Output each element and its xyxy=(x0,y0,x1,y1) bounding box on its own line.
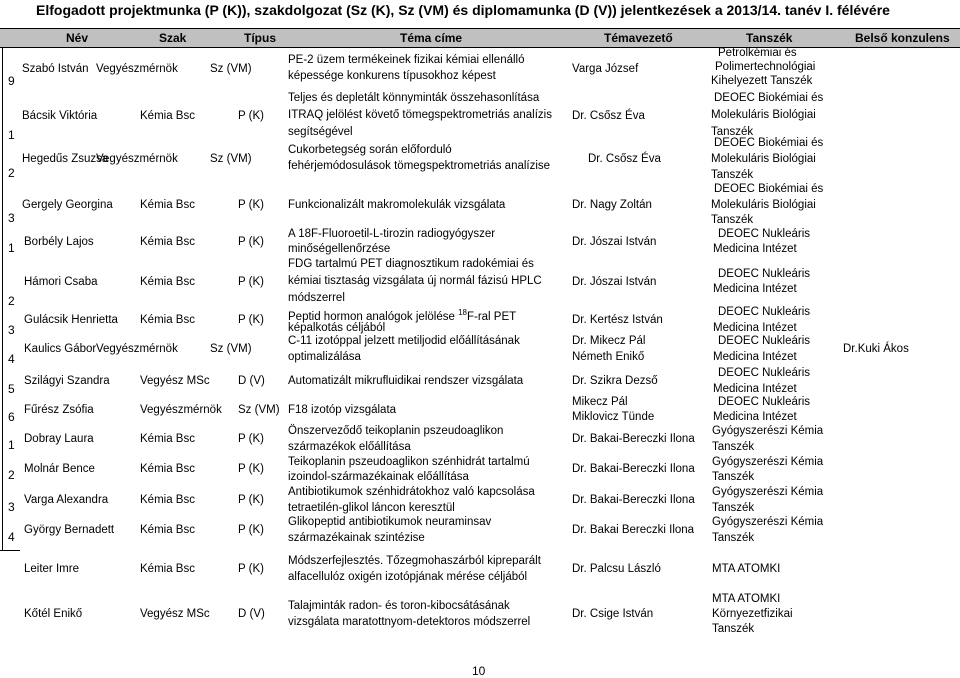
cell-temavezeto: Mikecz Pál xyxy=(572,396,628,408)
cell-tema: Antibiotikumok szénhidrátokhoz való kapcsolása xyxy=(288,486,535,498)
header-szak: Szak xyxy=(159,31,187,45)
cell-nev: Varga Alexandra xyxy=(24,494,109,506)
cell-tema: minőségellenőrzése xyxy=(288,243,391,255)
row-number: 6 xyxy=(8,410,15,424)
cell-tipus: P (K) xyxy=(238,524,264,536)
cell-szak: Kémia Bsc xyxy=(140,236,195,248)
row-number: 2 xyxy=(8,294,15,308)
cell-tema: FDG tartalmú PET diagnosztikum radokémiai és xyxy=(288,258,534,270)
cell-tanszek: DEOEC Biokémiai és xyxy=(714,137,824,149)
cell-tema: kémiai tisztaság vizsgálata új normál fázisú HPLC xyxy=(288,275,542,287)
cell-temavezeto: Dr. Nagy Zoltán xyxy=(572,199,652,211)
cell-tanszek: Tanszék xyxy=(711,126,754,138)
cell-tanszek: Gyógyszerészi Kémia xyxy=(712,425,824,437)
cell-tanszek: MTA ATOMKI xyxy=(712,593,781,605)
cell-tema: vizsgálata maratottnyom-detektoros módszerrel xyxy=(288,616,531,628)
cell-szak: Vegyész MSc xyxy=(140,608,210,620)
cell-tema: Önszerveződő teikoplanin pszeudoaglikon xyxy=(288,425,504,437)
page-title: Elfogadott projektmunka (P (K)), szakdolgozat (Sz (K), Sz (VM) és diplomamunka (D (V)) jelentkezések a 2013/14. tanév I. félévére xyxy=(36,2,890,18)
cell-tema: Talajminták radon- és toron-kibocsátásának xyxy=(288,600,510,612)
cell-tema: Teljes és depletált könnyminták összehasonlítása xyxy=(288,92,540,104)
cell-temavezeto: Dr. Bakai-Bereczki Ilona xyxy=(572,433,695,445)
header-nev: Név xyxy=(66,31,89,45)
cell-temavezeto: Dr. Jószai István xyxy=(572,276,657,288)
cell-tipus: P (K) xyxy=(238,276,264,288)
cell-temavezeto: Dr. Jószai István xyxy=(572,236,657,248)
cell-tema: képalkotás céljából xyxy=(288,322,386,334)
cell-nev: Gergely Georgina xyxy=(22,199,113,211)
cell-tema: Teikoplanin pszeudoaglikon szénhidrát tartalmú xyxy=(288,456,530,468)
cell-szak: Kémia Bsc xyxy=(140,199,195,211)
cell-temavezeto: Dr. Palcsu László xyxy=(572,563,661,575)
header-temavezeto: Témavezető xyxy=(604,31,673,45)
cell-tipus: P (K) xyxy=(238,314,264,326)
row-number: 3 xyxy=(8,211,15,225)
cell-nev: Szilágyi Szandra xyxy=(24,375,110,387)
cell-nev: Szabó István xyxy=(22,63,89,75)
cell-temavezeto: Dr. Kertész István xyxy=(572,314,663,326)
cell-tanszek: Molekuláris Biológiai xyxy=(711,199,816,211)
cell-temavezeto: Dr. Csősz Éva xyxy=(588,153,661,165)
cell-tipus: Sz (VM) xyxy=(210,153,252,165)
cell-tanszek: Környezetfizikai xyxy=(712,608,793,620)
cell-tanszek: Medicina Intézet xyxy=(713,411,797,423)
cell-tanszek: Tanszék xyxy=(711,214,754,226)
cell-tema: Cukorbetegség során előforduló xyxy=(288,144,452,156)
cell-szak: Kémia Bsc xyxy=(140,314,195,326)
cell-nev: Molnár Bence xyxy=(24,463,95,475)
cell-tanszek: Molekuláris Biológiai xyxy=(711,109,816,121)
cell-temavezeto: Miklovicz Tünde xyxy=(572,411,655,423)
cell-tema: optimalizálása xyxy=(288,351,361,363)
cell-tanszek: Tanszék xyxy=(712,471,755,483)
cell-tanszek: DEOEC Nukleáris xyxy=(718,306,811,318)
cell-nev: Bácsik Viktória xyxy=(22,110,98,122)
page-number: 10 xyxy=(472,664,486,678)
cell-nev: Fűrész Zsófia xyxy=(24,404,94,416)
cell-tema: származékok előállítása xyxy=(288,441,411,453)
row-number: 1 xyxy=(8,128,15,142)
cell-temavezeto: Dr. Szikra Dezső xyxy=(572,375,658,387)
cell-temavezeto: Dr. Bakai Bereczki Ilona xyxy=(572,524,695,536)
cell-tipus: Sz (VM) xyxy=(238,404,280,416)
cell-tema: C-11 izotóppal jelzett metiljodid előállításának xyxy=(288,335,520,347)
cell-tanszek: Polimertechnológiai xyxy=(715,61,816,73)
cell-tema: F18 izotóp vizsgálata xyxy=(288,404,397,416)
cell-nev: Gulácsik Henrietta xyxy=(24,314,118,326)
cell-tipus: D (V) xyxy=(238,608,265,620)
cell-temavezeto: Dr. Mikecz Pál xyxy=(572,335,646,347)
cell-temavezeto: Varga József xyxy=(572,63,639,75)
cell-tema: segítségével xyxy=(288,126,353,138)
cell-tipus: P (K) xyxy=(238,563,264,575)
row-number: 2 xyxy=(8,166,15,180)
cell-tema: tetraetilén-glikol láncon keresztül xyxy=(288,502,455,514)
row-number: 1 xyxy=(8,241,15,255)
cell-tipus: P (K) xyxy=(238,236,264,248)
cell-tipus: P (K) xyxy=(238,433,264,445)
cell-temavezeto: Németh Enikő xyxy=(572,351,645,363)
cell-tanszek: Medicina Intézet xyxy=(713,283,797,295)
cell-nev: Borbély Lajos xyxy=(24,236,94,248)
cell-tanszek: Medicina Intézet xyxy=(713,351,797,363)
cell-tanszek: Tanszék xyxy=(712,502,755,514)
cell-szak: Kémia Bsc xyxy=(140,463,195,475)
cell-szak: Kémia Bsc xyxy=(140,563,195,575)
cell-szak: Kémia Bsc xyxy=(140,494,195,506)
cell-tanszek: Kihelyezett Tanszék xyxy=(711,75,813,87)
cell-szak: Vegyész MSc xyxy=(140,375,210,387)
cell-tipus: P (K) xyxy=(238,199,264,211)
cell-szak: Kémia Bsc xyxy=(140,110,195,122)
cell-nev: Dobray Laura xyxy=(24,433,94,445)
cell-tema: ITRAQ jelölést követő tömegspektrometriás analízis xyxy=(288,109,552,121)
cell-nev: Hegedűs Zsuzsa xyxy=(22,153,109,165)
cell-nev: György Bernadett xyxy=(24,524,115,536)
cell-szak: Vegyészmérnök xyxy=(96,343,178,355)
row-number: 2 xyxy=(8,468,15,482)
cell-tema: Glikopeptid antibiotikumok neuraminsav xyxy=(288,516,492,528)
cell-tipus: D (V) xyxy=(238,375,265,387)
row-number: 5 xyxy=(8,382,15,396)
table-header xyxy=(0,28,960,48)
cell-tanszek: DEOEC Nukleáris xyxy=(718,396,811,408)
cell-tema: Funkcionalizált makromolekulák vizsgálata xyxy=(288,199,506,211)
cell-nev: Hámori Csaba xyxy=(24,276,98,288)
table-bottom-tick xyxy=(0,550,20,551)
cell-tipus: P (K) xyxy=(238,463,264,475)
header-tanszek: Tanszék xyxy=(746,31,793,45)
cell-belso-konzulens: Dr.Kuki Ákos xyxy=(843,343,909,355)
cell-tanszek: DEOEC Nukleáris xyxy=(718,228,811,240)
cell-tanszek: Gyógyszerészi Kémia xyxy=(712,456,824,468)
cell-temavezeto: Dr. Bakai-Bereczki Ilona xyxy=(572,463,695,475)
cell-tanszek: Medicina Intézet xyxy=(713,243,797,255)
table-left-border xyxy=(2,48,3,550)
cell-tipus: P (K) xyxy=(238,110,264,122)
cell-szak: Kémia Bsc xyxy=(140,433,195,445)
cell-nev: Kőtél Enikő xyxy=(24,608,83,620)
header-belso: Belső konzulens xyxy=(855,31,950,45)
cell-szak: Kémia Bsc xyxy=(140,524,195,536)
cell-tanszek: Gyógyszerészi Kémia xyxy=(712,486,824,498)
cell-nev: Kaulics Gábor xyxy=(24,343,97,355)
cell-tanszek: Tanszék xyxy=(712,441,755,453)
cell-tema: módszerrel xyxy=(288,292,345,304)
row-number: 9 xyxy=(8,74,15,88)
cell-szak: Vegyészmérnök xyxy=(96,153,178,165)
cell-tanszek: DEOEC Biokémiai és xyxy=(714,183,824,195)
superscript: 18 xyxy=(458,308,467,317)
header-tema: Téma címe xyxy=(400,31,463,45)
cell-tema: Peptid hormon analógok jelölése $^{18}$F-ral PET xyxy=(288,308,517,323)
cell-tema: Automatizált mikrufluidikai rendszer vizsgálata xyxy=(288,375,524,387)
cell-tanszek: Petrolkémiai és xyxy=(718,47,797,59)
cell-tema: képessége konkurens típusokhoz képest xyxy=(288,70,496,82)
cell-tema: PE-2 üzem termékeinek fizikai kémiai ellenálló xyxy=(288,54,525,66)
cell-tanszek: DEOEC Nukleáris xyxy=(718,335,811,347)
cell-nev: Leiter Imre xyxy=(24,563,79,575)
cell-tanszek: Medicina Intézet xyxy=(713,383,797,395)
cell-szak: Kémia Bsc xyxy=(140,276,195,288)
cell-tema: származékainak szintézise xyxy=(288,532,425,544)
cell-tanszek: Molekuláris Biológiai xyxy=(711,153,816,165)
cell-tema: fehérjemódosulások tömegspektrometriás analízise xyxy=(288,160,551,172)
cell-temavezeto: Dr. Csősz Éva xyxy=(572,110,645,122)
cell-tanszek: Tanszék xyxy=(711,169,754,181)
row-number: 3 xyxy=(8,500,15,514)
header-tipus: Típus xyxy=(244,31,276,45)
cell-tema: A 18F-Fluoroetil-L-tirozin radiogyógyszer xyxy=(288,228,496,240)
cell-tanszek: MTA ATOMKI xyxy=(712,563,781,575)
cell-temavezeto: Dr. Bakai-Bereczki Ilona xyxy=(572,494,695,506)
row-number: 4 xyxy=(8,352,15,366)
cell-tema: alfacellulóz oxigén izotópjának mérése céljából xyxy=(288,571,528,583)
cell-szak: Vegyészmérnök xyxy=(96,63,178,75)
cell-tanszek: Tanszék xyxy=(712,532,755,544)
cell-tanszek: Gyógyszerészi Kémia xyxy=(712,516,824,528)
cell-tanszek: DEOEC Nukleáris xyxy=(718,367,811,379)
cell-tema: Módszerfejlesztés. Tőzegmohaszárból kipreparált xyxy=(288,555,541,567)
cell-tanszek: DEOEC Biokémiai és xyxy=(714,92,824,104)
cell-tanszek: Medicina Intézet xyxy=(713,322,797,334)
cell-tema: izoindol-származékainak előállítása xyxy=(288,471,469,483)
row-number: 4 xyxy=(8,530,15,544)
cell-tanszek: DEOEC Nukleáris xyxy=(718,268,811,280)
cell-szak: Vegyészmérnök xyxy=(140,404,222,416)
cell-tipus: Sz (VM) xyxy=(210,63,252,75)
row-number: 1 xyxy=(8,438,15,452)
row-number: 3 xyxy=(8,323,15,337)
cell-temavezeto: Dr. Csige István xyxy=(572,608,654,620)
cell-tipus: Sz (VM) xyxy=(210,343,252,355)
cell-tipus: P (K) xyxy=(238,494,264,506)
cell-tanszek: Tanszék xyxy=(712,623,755,635)
